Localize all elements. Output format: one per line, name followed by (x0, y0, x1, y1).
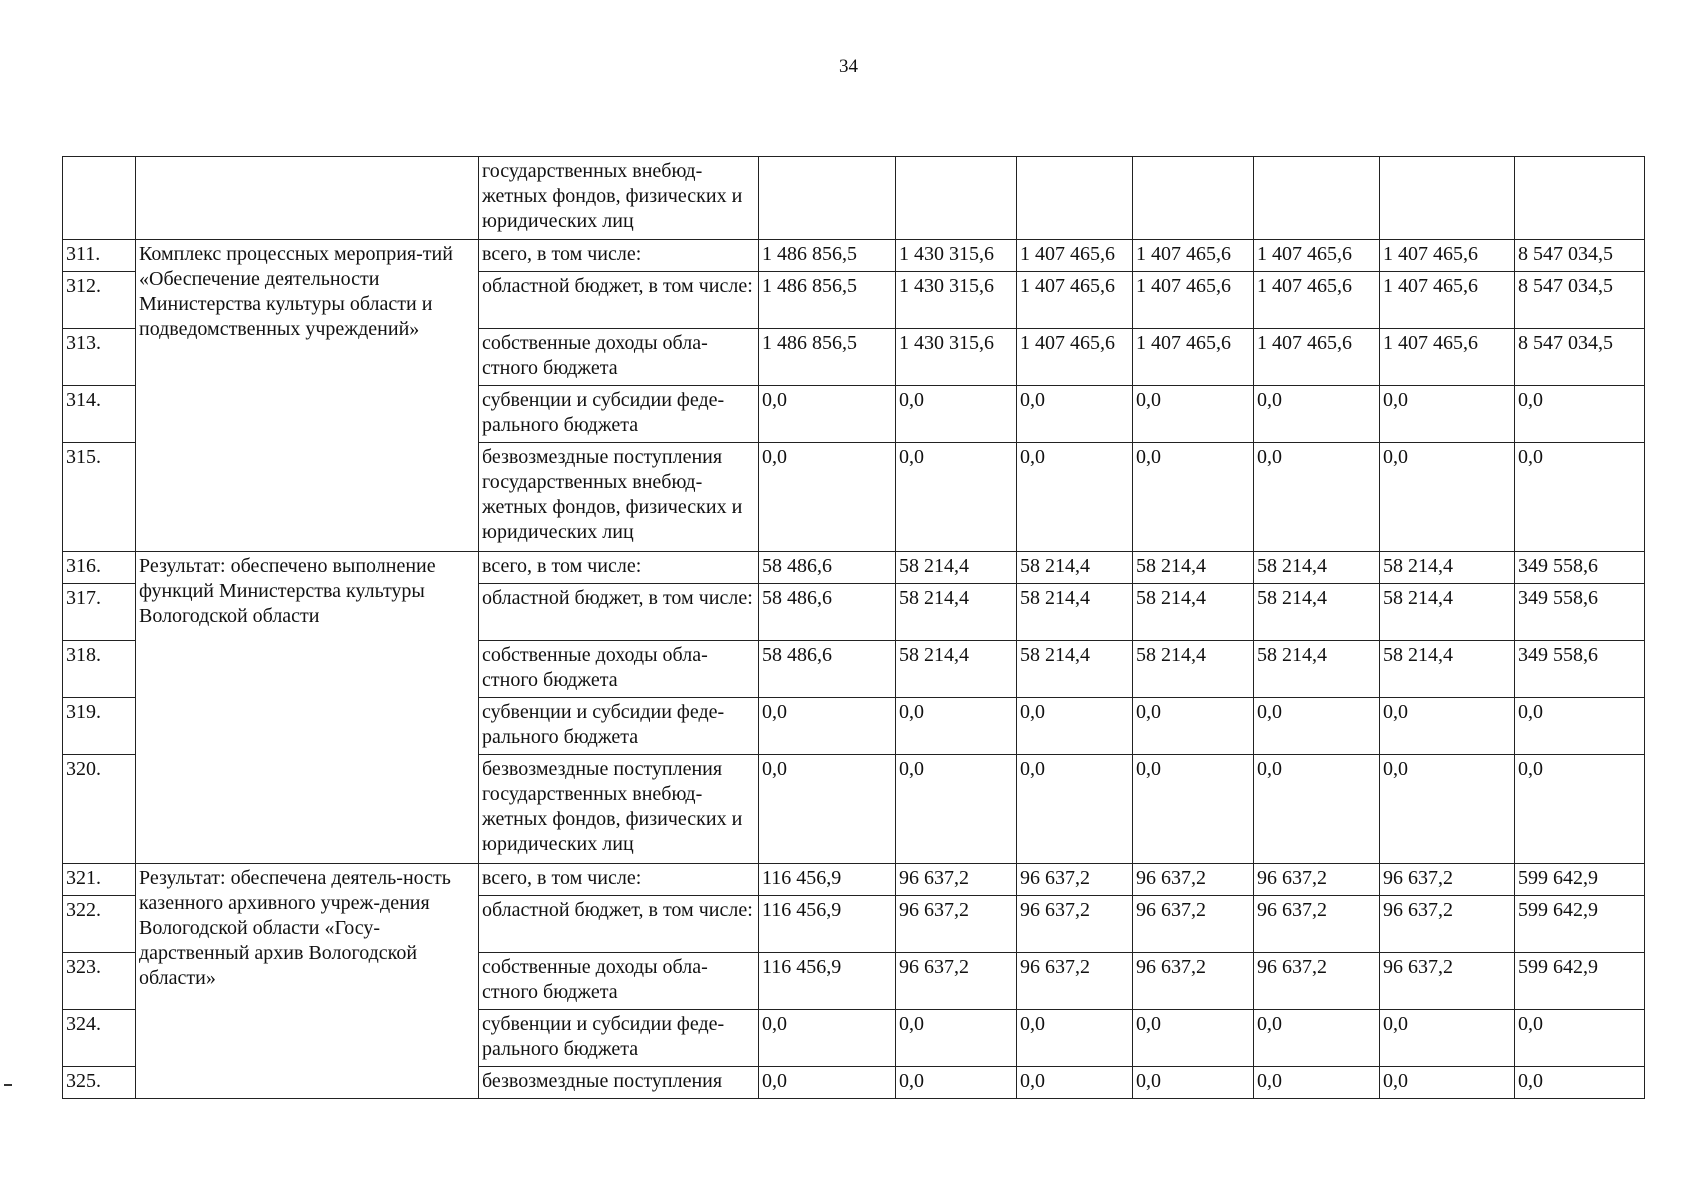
value-cell: 58 486,6 (759, 552, 896, 584)
value-cell: 8 547 034,5 (1515, 272, 1645, 329)
row-number-cell: 322. (63, 896, 136, 953)
value-cell: 1 407 465,6 (1133, 240, 1254, 272)
value-cell: 1 407 465,6 (1133, 272, 1254, 329)
value-cell: 96 637,2 (1380, 896, 1515, 953)
value-cell: 0,0 (1380, 755, 1515, 864)
value-cell: 116 456,9 (759, 953, 896, 1010)
row-number-cell: 311. (63, 240, 136, 272)
value-cell: 1 407 465,6 (1380, 240, 1515, 272)
value-cell: 0,0 (1254, 698, 1380, 755)
value-cell: 1 407 465,6 (1254, 240, 1380, 272)
value-cell: 0,0 (1515, 443, 1645, 552)
value-cell: 0,0 (1380, 1010, 1515, 1067)
row-number-cell: 318. (63, 641, 136, 698)
value-cell: 58 214,4 (1254, 584, 1380, 641)
row-number-cell: 317. (63, 584, 136, 641)
value-cell: 0,0 (1133, 698, 1254, 755)
value-cell: 0,0 (759, 1067, 896, 1099)
value-cell: 96 637,2 (1017, 864, 1133, 896)
value-cell: 0,0 (1133, 755, 1254, 864)
value-cell: 0,0 (1017, 755, 1133, 864)
funding-source-cell: государственных внебюд-жетных фондов, физических и юридических лиц (479, 157, 759, 240)
funding-source-cell: всего, в том числе: (479, 552, 759, 584)
event-name-cell (136, 157, 479, 240)
value-cell: 0,0 (896, 386, 1017, 443)
row-number-cell: 315. (63, 443, 136, 552)
event-name-cell: Результат: обеспечено выполнение функций Министерства культуры Вологодской области (136, 552, 479, 864)
value-cell (1133, 157, 1254, 240)
row-number-cell: 312. (63, 272, 136, 329)
value-cell (896, 157, 1017, 240)
value-cell: 0,0 (759, 698, 896, 755)
value-cell: 0,0 (1254, 755, 1380, 864)
table-row (63, 864, 1645, 896)
value-cell: 1 486 856,5 (759, 329, 896, 386)
page-number: 34 (839, 56, 858, 77)
table-body (63, 157, 1645, 1099)
value-cell: 0,0 (1017, 386, 1133, 443)
value-cell: 599 642,9 (1515, 864, 1645, 896)
value-cell: 116 456,9 (759, 864, 896, 896)
value-cell: 58 214,4 (1017, 584, 1133, 641)
value-cell: 1 407 465,6 (1017, 240, 1133, 272)
value-cell: 96 637,2 (1133, 864, 1254, 896)
value-cell: 58 214,4 (896, 552, 1017, 584)
event-name-cell: Результат: обеспечена деятель-ность казенного архивного учреж-дения Вологодской области «Госу-дарственный архив Вологодской области» (136, 864, 479, 1099)
row-number-cell: 324. (63, 1010, 136, 1067)
value-cell: 58 214,4 (1254, 552, 1380, 584)
value-cell: 96 637,2 (1254, 896, 1380, 953)
value-cell: 0,0 (1515, 1067, 1645, 1099)
funding-source-cell: всего, в том числе: (479, 240, 759, 272)
value-cell: 96 637,2 (1254, 953, 1380, 1010)
value-cell: 1 407 465,6 (1254, 329, 1380, 386)
value-cell: 96 637,2 (1133, 953, 1254, 1010)
value-cell: 96 637,2 (1380, 864, 1515, 896)
row-number-cell: 325. (63, 1067, 136, 1099)
value-cell: 96 637,2 (896, 896, 1017, 953)
value-cell: 0,0 (759, 1010, 896, 1067)
row-number-cell: 319. (63, 698, 136, 755)
value-cell: 96 637,2 (1254, 864, 1380, 896)
value-cell: 58 214,4 (1017, 552, 1133, 584)
value-cell: 0,0 (1133, 386, 1254, 443)
value-cell: 8 547 034,5 (1515, 240, 1645, 272)
row-number-cell: 321. (63, 864, 136, 896)
value-cell: 116 456,9 (759, 896, 896, 953)
funding-source-cell: собственные доходы обла-стного бюджета (479, 641, 759, 698)
value-cell: 0,0 (1380, 698, 1515, 755)
value-cell: 58 214,4 (1017, 641, 1133, 698)
funding-source-cell: субвенции и субсидии феде-рального бюджета (479, 698, 759, 755)
value-cell: 96 637,2 (1017, 896, 1133, 953)
row-number-cell (63, 157, 136, 240)
value-cell: 0,0 (896, 755, 1017, 864)
value-cell: 58 486,6 (759, 641, 896, 698)
value-cell: 1 486 856,5 (759, 240, 896, 272)
value-cell: 1 407 465,6 (1380, 272, 1515, 329)
value-cell: 0,0 (1017, 443, 1133, 552)
value-cell: 0,0 (1515, 755, 1645, 864)
value-cell: 1 407 465,6 (1380, 329, 1515, 386)
row-number-cell: 323. (63, 953, 136, 1010)
funding-source-cell: всего, в том числе: (479, 864, 759, 896)
row-number-cell: 316. (63, 552, 136, 584)
funding-source-cell: областной бюджет, в том числе: (479, 272, 759, 329)
funding-source-cell: безвозмездные поступления государственных внебюд-жетных фондов, физических и юридических лиц (479, 443, 759, 552)
value-cell: 0,0 (759, 443, 896, 552)
value-cell: 0,0 (1017, 698, 1133, 755)
value-cell (1515, 157, 1645, 240)
value-cell (1254, 157, 1380, 240)
funding-source-cell: субвенции и субсидии феде-рального бюджета (479, 386, 759, 443)
value-cell: 0,0 (896, 1010, 1017, 1067)
funding-source-cell: собственные доходы обла-стного бюджета (479, 329, 759, 386)
value-cell: 1 486 856,5 (759, 272, 896, 329)
value-cell: 0,0 (1254, 443, 1380, 552)
value-cell (1017, 157, 1133, 240)
value-cell: 96 637,2 (1133, 896, 1254, 953)
budget-table (62, 156, 1645, 1099)
value-cell: 96 637,2 (896, 953, 1017, 1010)
value-cell: 0,0 (1515, 1010, 1645, 1067)
value-cell: 58 214,4 (1133, 584, 1254, 641)
value-cell: 58 214,4 (1133, 641, 1254, 698)
value-cell: 0,0 (1380, 386, 1515, 443)
value-cell: 96 637,2 (1380, 953, 1515, 1010)
value-cell: 58 214,4 (1254, 641, 1380, 698)
row-number-cell: 313. (63, 329, 136, 386)
value-cell: 0,0 (1133, 443, 1254, 552)
value-cell: 599 642,9 (1515, 896, 1645, 953)
value-cell: 58 214,4 (896, 584, 1017, 641)
value-cell: 1 407 465,6 (1017, 272, 1133, 329)
funding-source-cell: субвенции и субсидии феде-рального бюджета (479, 1010, 759, 1067)
value-cell: 0,0 (1254, 1067, 1380, 1099)
value-cell: 0,0 (1017, 1010, 1133, 1067)
value-cell: 0,0 (896, 1067, 1017, 1099)
value-cell: 58 214,4 (896, 641, 1017, 698)
value-cell: 0,0 (1254, 386, 1380, 443)
value-cell: 8 547 034,5 (1515, 329, 1645, 386)
value-cell: 349 558,6 (1515, 584, 1645, 641)
value-cell: 0,0 (896, 698, 1017, 755)
value-cell: 349 558,6 (1515, 641, 1645, 698)
value-cell: 1 430 315,6 (896, 329, 1017, 386)
event-name-cell: Комплекс процессных мероприя-тий «Обеспечение деятельности Министерства культуры области и подведомственных учреждений» (136, 240, 479, 552)
value-cell: 58 214,4 (1380, 552, 1515, 584)
value-cell: 0,0 (1380, 443, 1515, 552)
value-cell: 0,0 (1254, 1010, 1380, 1067)
value-cell: 349 558,6 (1515, 552, 1645, 584)
row-number-cell: 320. (63, 755, 136, 864)
table-row (63, 240, 1645, 272)
funding-source-cell: безвозмездные поступления (479, 1067, 759, 1099)
value-cell (1380, 157, 1515, 240)
value-cell: 1 430 315,6 (896, 272, 1017, 329)
value-cell (759, 157, 896, 240)
value-cell: 1 407 465,6 (1254, 272, 1380, 329)
funding-source-cell: собственные доходы обла-стного бюджета (479, 953, 759, 1010)
value-cell: 1 407 465,6 (1133, 329, 1254, 386)
funding-source-cell: областной бюджет, в том числе: (479, 896, 759, 953)
table-row (63, 552, 1645, 584)
value-cell: 96 637,2 (896, 864, 1017, 896)
value-cell: 0,0 (759, 755, 896, 864)
value-cell: 0,0 (1380, 1067, 1515, 1099)
margin-mark (4, 1084, 12, 1086)
value-cell: 0,0 (1133, 1010, 1254, 1067)
value-cell: 58 214,4 (1133, 552, 1254, 584)
value-cell: 58 214,4 (1380, 584, 1515, 641)
value-cell: 0,0 (1515, 698, 1645, 755)
value-cell: 0,0 (759, 386, 896, 443)
value-cell: 58 214,4 (1380, 641, 1515, 698)
value-cell: 1 407 465,6 (1017, 329, 1133, 386)
value-cell: 58 486,6 (759, 584, 896, 641)
table-row-continuation (63, 157, 1645, 240)
funding-source-cell: безвозмездные поступления государственных внебюд-жетных фондов, физических и юридических лиц (479, 755, 759, 864)
funding-source-cell: областной бюджет, в том числе: (479, 584, 759, 641)
value-cell: 0,0 (1017, 1067, 1133, 1099)
value-cell: 1 430 315,6 (896, 240, 1017, 272)
value-cell: 0,0 (1515, 386, 1645, 443)
value-cell: 599 642,9 (1515, 953, 1645, 1010)
value-cell: 0,0 (896, 443, 1017, 552)
row-number-cell: 314. (63, 386, 136, 443)
value-cell: 0,0 (1133, 1067, 1254, 1099)
value-cell: 96 637,2 (1017, 953, 1133, 1010)
